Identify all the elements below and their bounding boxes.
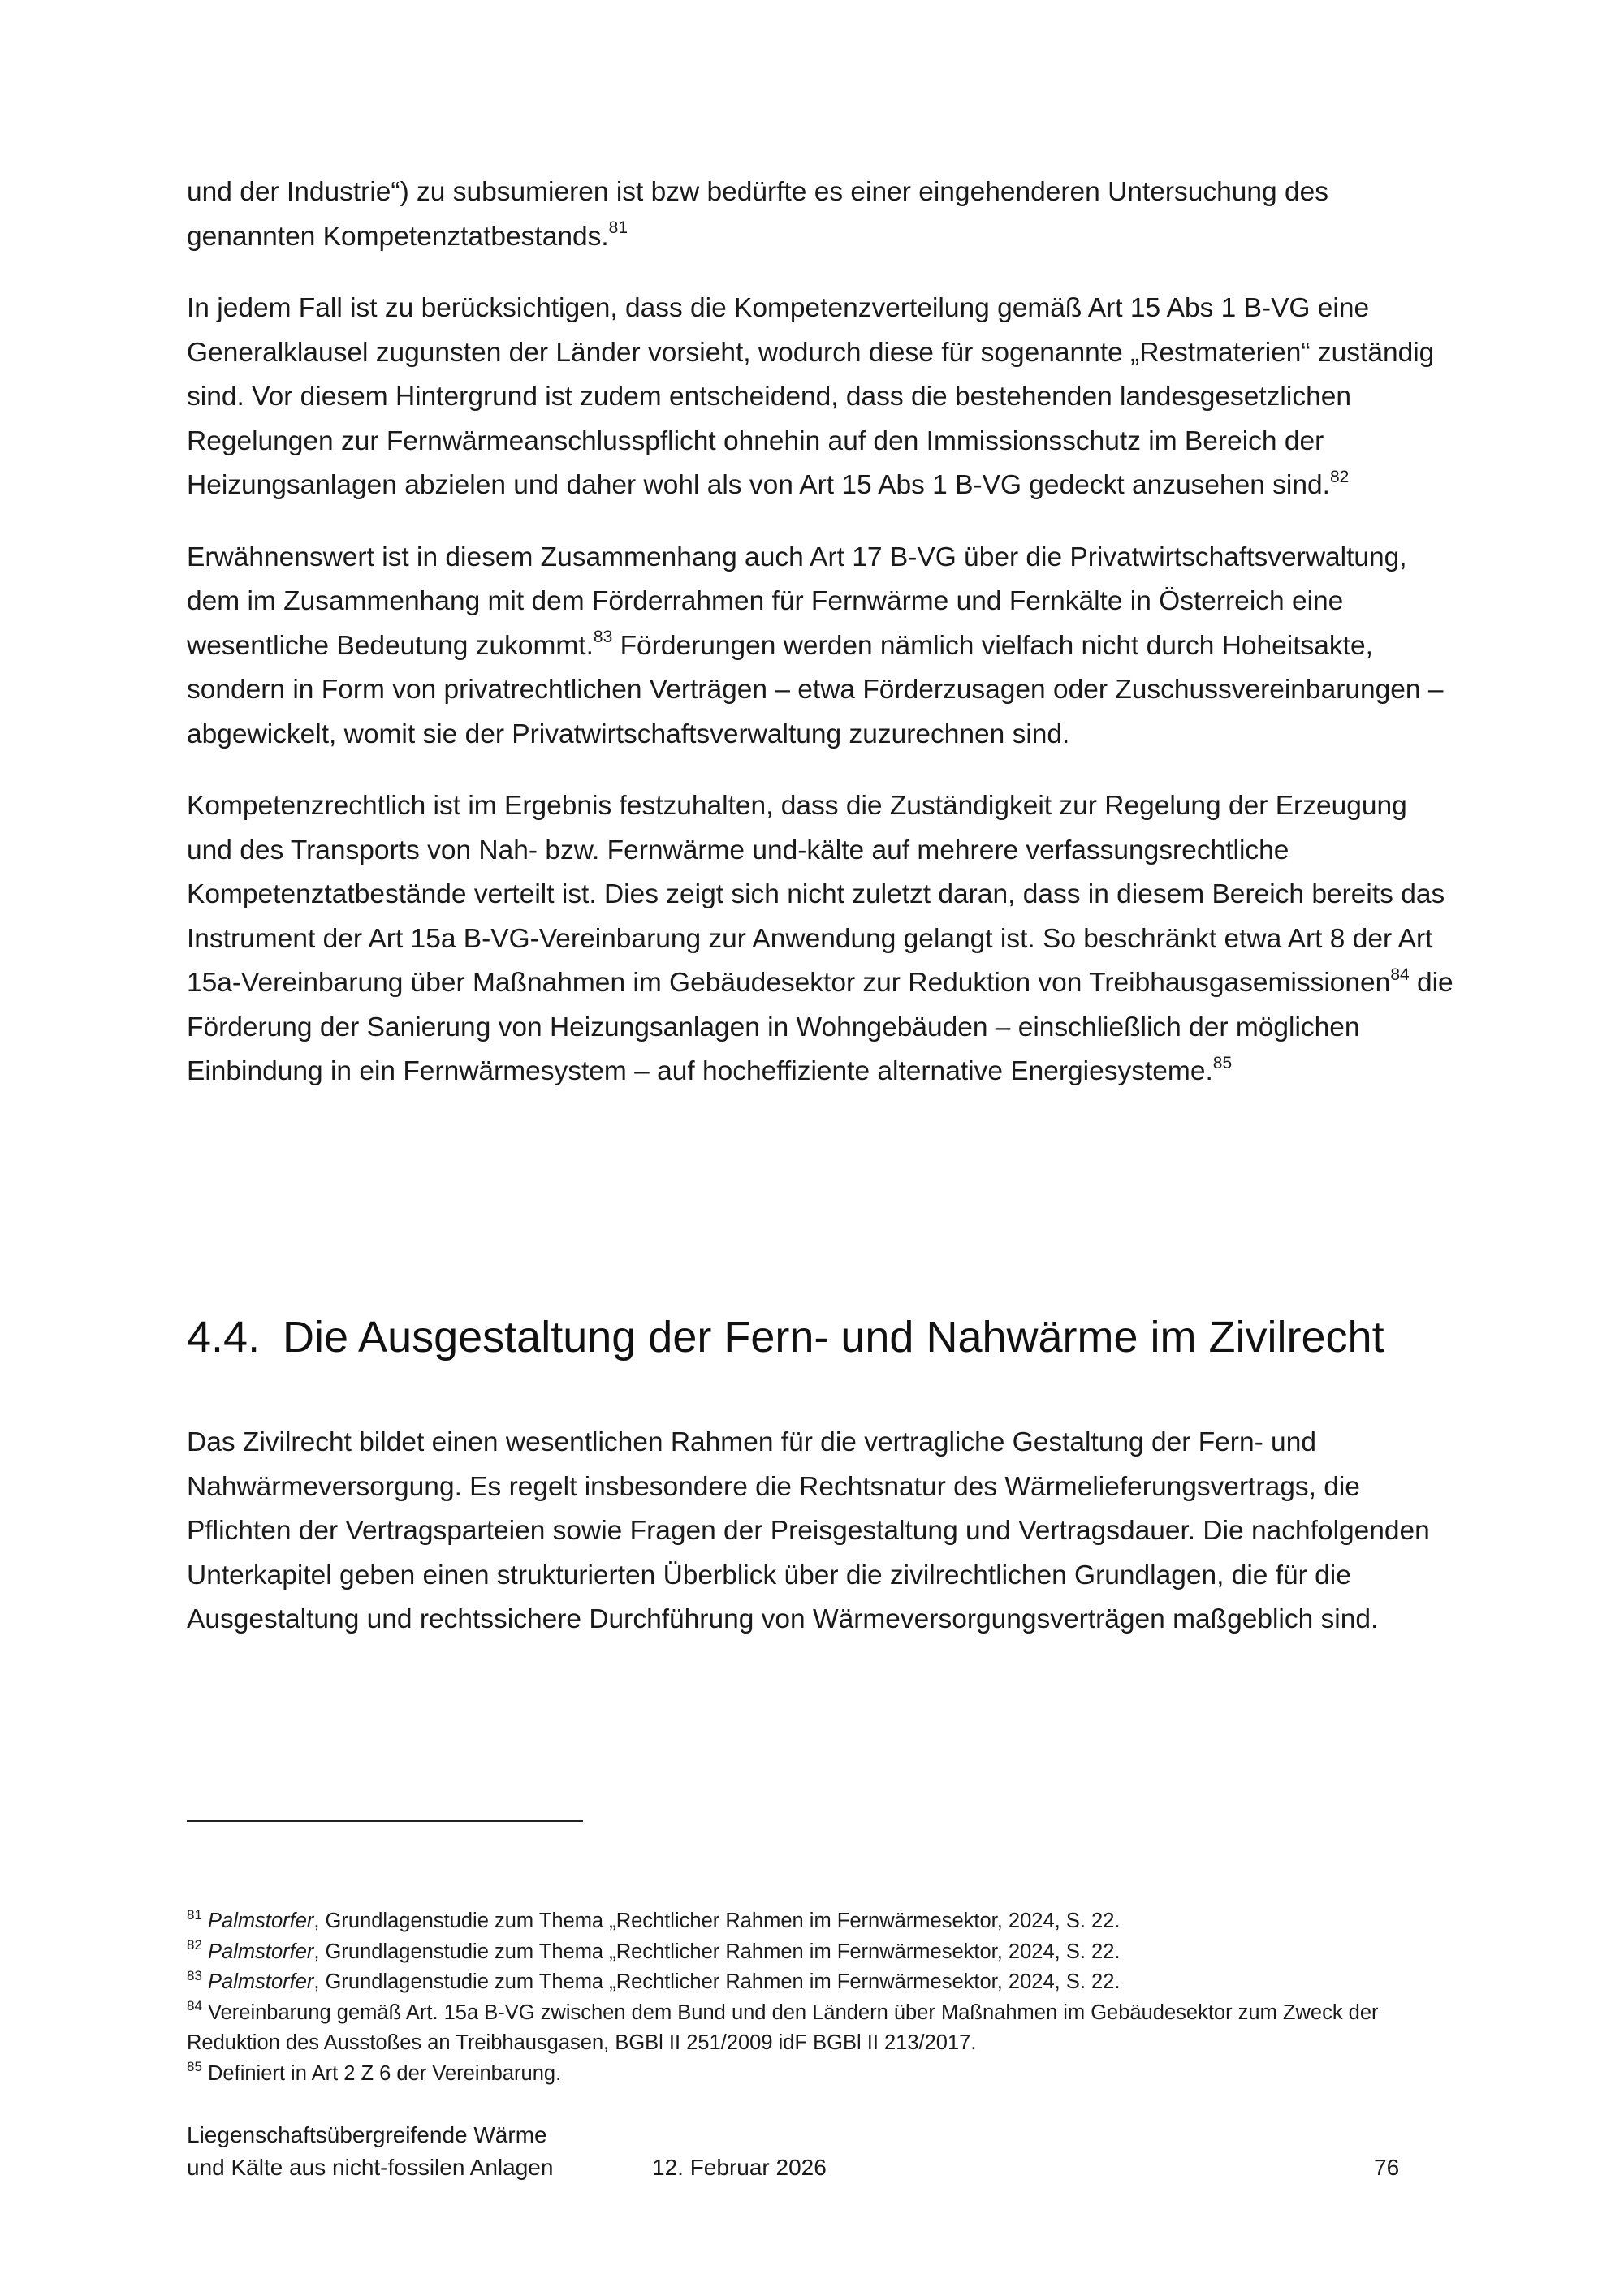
footnote-81: [187, 1906, 1453, 1937]
footnote-82: [187, 1937, 1453, 1968]
body-text-top: [187, 170, 1453, 1122]
footnote-ref-81[interactable]: 81: [608, 218, 628, 238]
page-number: 76: [1374, 2155, 1400, 2180]
paragraph-4: [187, 784, 1453, 1094]
paragraph-text: und der Industrie“) zu subsumieren ist bzw bedürfte es einer eingehenderen Untersuchung des genannten Kompetenztatbestands.: [187, 177, 1328, 252]
footnote-number: 82: [187, 1937, 202, 1953]
footnote-author: Palmstorfer: [208, 1910, 314, 1932]
footnote-85: [187, 2059, 1453, 2090]
body-text-section: [187, 1421, 1453, 1670]
footnote-text: , Grundlagenstudie zum Thema „Rechtlicher Rahmen im Fernwärmesektor, 2024, S. 22.: [313, 1970, 1121, 1993]
footnote-number: 85: [187, 2059, 202, 2074]
footnote-author: Palmstorfer: [208, 1970, 314, 1993]
footer-title-line-2: und Kälte aus nicht-fossilen Anlagen: [187, 2155, 554, 2180]
paragraph-text: Kompetenzrechtlich ist im Ergebnis festzuhalten, dass die Zuständigkeit zur Regelung der Erzeugung und des Transports von Nah- bzw. Fernwärme und-kälte auf mehrere verfassungsrechtliche Kompetenztatbestände verteilt ist. Dies zeigt sich nicht zuletzt daran, dass in diesem Bereich bereits das Instrument der Art 15a B-VG-Vereinbarung zur Anwendung gelangt ist. So beschränkt etwa Art 8 der Art 15a-Vereinbarung über Maßnahmen im Gebäudesektor zur Reduktion von Treibhausgasemissionen: [187, 791, 1445, 998]
footnote-ref-84[interactable]: 84: [1390, 965, 1410, 984]
footnote-number: 84: [187, 1998, 202, 2013]
footnote-83: [187, 1967, 1453, 1998]
section-title: Die Ausgestaltung der Fern- und Nahwärme im Zivilrecht: [283, 1313, 1384, 1362]
footnote-author: Palmstorfer: [208, 1940, 314, 1963]
footnote-ref-82[interactable]: 82: [1329, 467, 1350, 486]
section-heading: [187, 1309, 1453, 1366]
paragraph-3: [187, 536, 1453, 757]
footnote-ref-85[interactable]: 85: [1212, 1053, 1233, 1072]
footnotes: [187, 1906, 1453, 2089]
paragraph-1: [187, 170, 1453, 259]
footer-date: 12. Februar 2026: [652, 2155, 827, 2180]
paragraph-text: Erwähnenswert ist in diesem Zusammenhang auch Art 17 B-VG über die Privatwirtschaftsverwaltung, dem im Zusammenhang mit dem Förderrahmen für Fernwärme und Fernkälte in Österreich eine wesentliche Bedeutung zukommt.: [187, 542, 1407, 661]
footnote-84: [187, 1998, 1453, 2059]
footnote-separator: [187, 1820, 583, 1822]
footer-document-title: [187, 2119, 674, 2184]
footer-title-line-1: Liegenschaftsübergreifende Wärme: [187, 2122, 547, 2147]
footnote-ref-83[interactable]: 83: [593, 628, 613, 647]
footnote-text: , Grundlagenstudie zum Thema „Rechtlicher Rahmen im Fernwärmesektor, 2024, S. 22.: [313, 1910, 1121, 1932]
paragraph-text: Förderungen werden nämlich vielfach nicht durch Hoheitsakte, sondern in Form von privatrechtlichen Verträgen – etwa Förderzusagen oder Zuschussvereinbarungen – abgewickelt, womit sie der Privatwirtschaftsverwaltung zuzurechnen sind.: [187, 630, 1444, 749]
section-paragraph: Das Zivilrecht bildet einen wesentlichen Rahmen für die vertragliche Gestaltung der Fern- und Nahwärmeversorgung. Es regelt insbesondere die Rechtsnatur des Wärmelieferungsvertrags, die Pflichten der Vertragsparteien sowie Fragen der Preisgestaltung und Vertragsdauer. Die nachfolgenden Unterkapitel geben einen strukturierten Überblick über die zivilrechtlichen Grundlagen, die für die Ausgestaltung und rechtssichere Durchführung von Wärmeversorgungsverträgen maßgeblich sind.: [187, 1427, 1430, 1634]
footnote-text: Definiert in Art 2 Z 6 der Vereinbarung.: [201, 2061, 562, 2085]
footnote-number: 83: [187, 1967, 202, 1983]
paragraph-text: In jedem Fall ist zu berücksichtigen, dass die Kompetenzverteilung gemäß Art 15 Abs 1 B-VG eine Generalklausel zugunsten der Länder vorsieht, wodurch diese für sogenannte „Restmaterien“ zuständig sind. Vor diesem Hintergrund ist zudem entscheidend, dass die bestehenden landesgesetzlichen Regelungen zur Fernwärmeanschlusspflicht ohnehin auf den Immissionsschutz im Bereich der Heizungsanlagen abzielen und daher wohl als von Art 15 Abs 1 B-VG gedeckt anzusehen sind.: [187, 293, 1435, 500]
footnote-text: Vereinbarung gemäß Art. 15a B-VG zwischen dem Bund und den Ländern über Maßnahmen im Gebäudesektor zum Zweck der Reduktion des Ausstoßes an Treibhausgasen, BGBl II 251/2009 idF BGBl II 213/2017.: [187, 2000, 1379, 2054]
footnote-number: 81: [187, 1906, 202, 1923]
footnote-text: , Grundlagenstudie zum Thema „Rechtlicher Rahmen im Fernwärmesektor, 2024, S. 22.: [313, 1940, 1121, 1963]
paragraph-2: [187, 287, 1453, 508]
section-number: 4.4.: [187, 1313, 261, 1362]
paragraph-text: die Förderung der Sanierung von Heizungsanlagen in Wohngebäuden – einschließlich der möglichen Einbindung in ein Fernwärmesystem – auf hocheffiziente alternative Energiesysteme.: [187, 968, 1453, 1086]
